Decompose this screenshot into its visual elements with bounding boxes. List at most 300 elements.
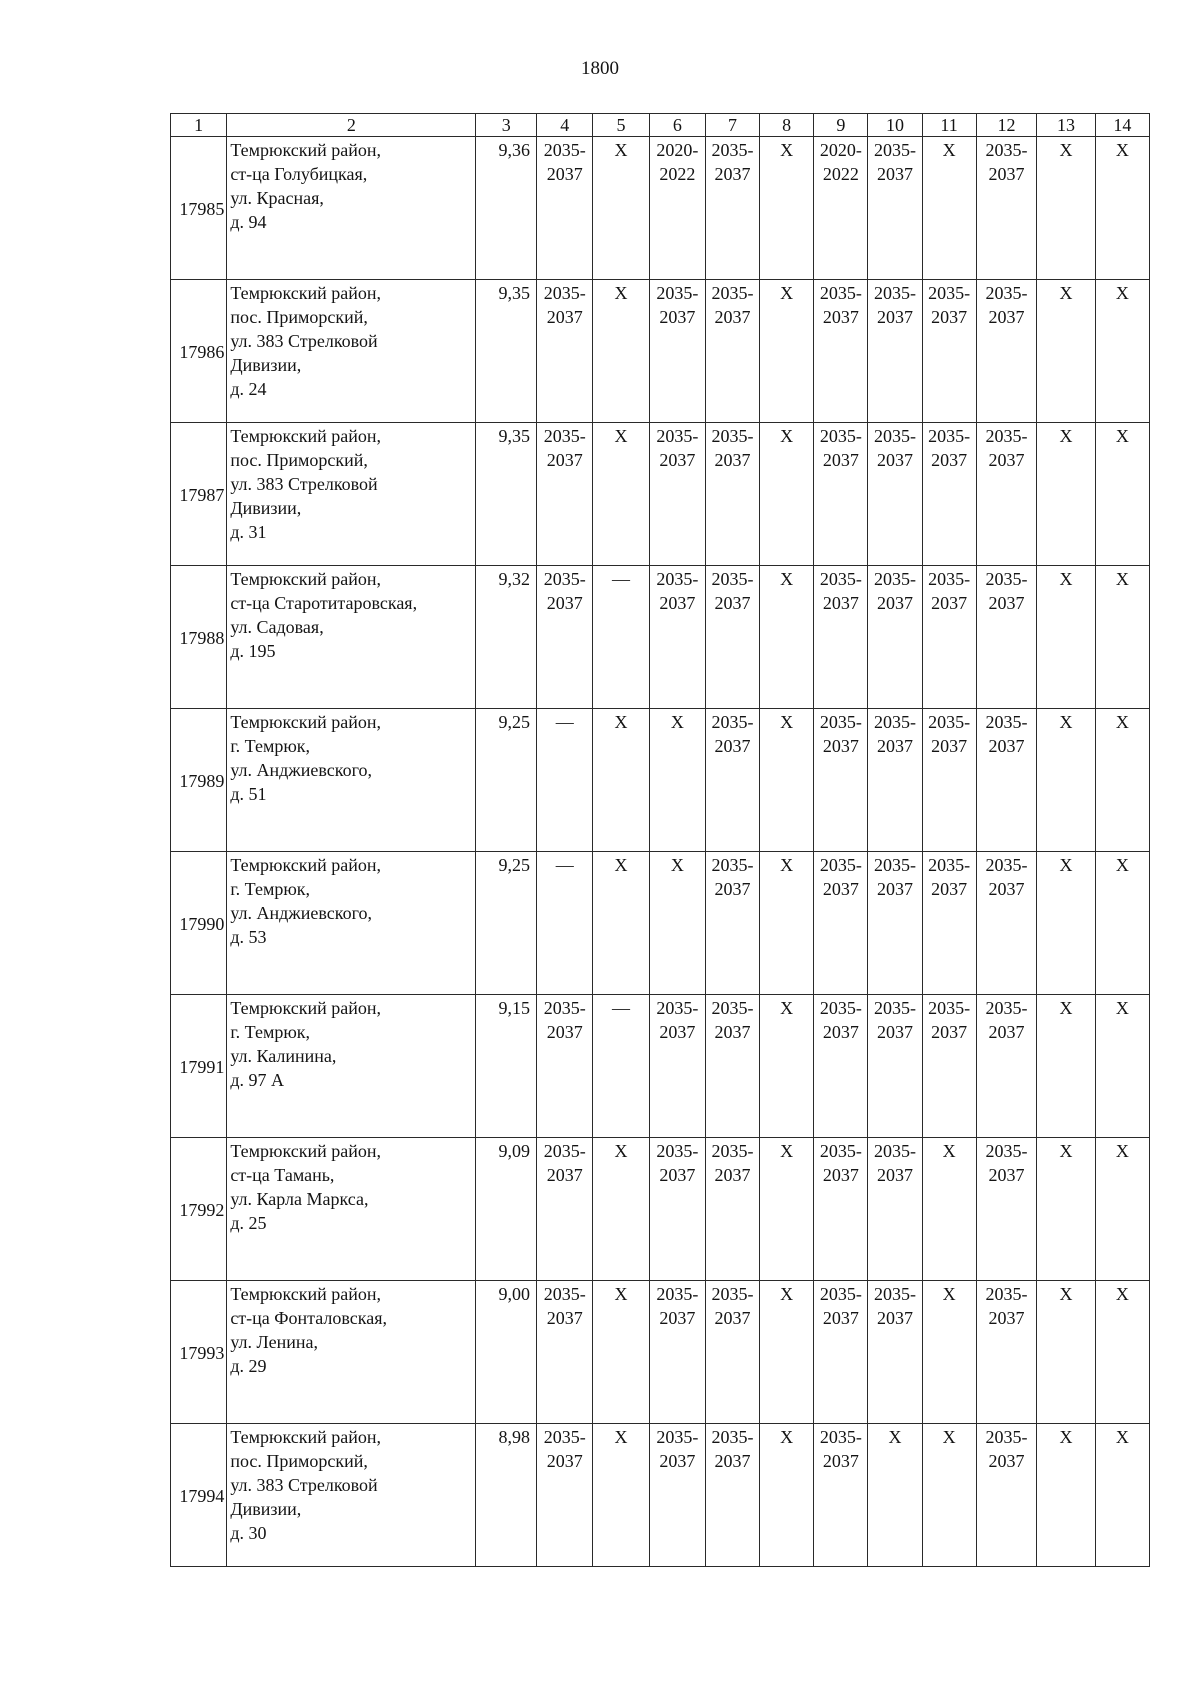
- period-cell-c8: [760, 566, 814, 709]
- address-line: д. 30: [230, 1523, 267, 1543]
- address-line: ул. Карла Маркса,: [230, 1189, 369, 1209]
- period-cell-c11: [922, 852, 976, 995]
- cell-line: 2035-: [711, 998, 754, 1018]
- period-cell-c7: [705, 423, 759, 566]
- period-cell-c10: [868, 1281, 922, 1424]
- address-line: ул. 383 Стрелковой: [230, 331, 378, 351]
- value-cell: 8,98: [476, 1424, 537, 1567]
- cell-line: 2035-: [985, 140, 1028, 160]
- cell-line: X: [1059, 1141, 1073, 1161]
- period-cell-c14: [1095, 852, 1149, 995]
- cell-line: 2035-: [873, 140, 916, 160]
- cell-line: 2037: [822, 879, 859, 899]
- address-line: Темрюкский район,: [230, 998, 382, 1018]
- address-line: д. 24: [230, 379, 267, 399]
- value-cell: 9,25: [476, 709, 537, 852]
- cell-line: 2035-: [543, 426, 586, 446]
- cell-line: 2037: [931, 1022, 968, 1042]
- table-row: [171, 709, 1150, 852]
- cell-line: 2035-: [985, 426, 1028, 446]
- address-line: д. 31: [230, 522, 267, 542]
- cell-line: 2035-: [711, 712, 754, 732]
- period-cell-c7: [705, 1281, 759, 1424]
- cell-line: 2037: [822, 307, 859, 327]
- cell-line: 2035-: [985, 283, 1028, 303]
- cell-line: X: [1059, 855, 1073, 875]
- cell-line: X: [614, 140, 628, 160]
- cell-line: 2035-: [985, 712, 1028, 732]
- address-cell: [227, 709, 476, 852]
- cell-line: 2035-: [656, 1141, 699, 1161]
- cell-line: X: [780, 1427, 794, 1447]
- column-header: 11: [922, 114, 976, 137]
- address-line: ул. Красная,: [230, 188, 324, 208]
- cell-line: 2035-: [819, 1141, 862, 1161]
- cell-line: 2037: [822, 1308, 859, 1328]
- address-line: д. 29: [230, 1356, 267, 1376]
- column-header: 14: [1095, 114, 1149, 137]
- cell-line: 2037: [876, 164, 913, 184]
- period-cell-c13: [1037, 852, 1095, 995]
- cell-line: 2035-: [819, 998, 862, 1018]
- address-line: пос. Приморский,: [230, 450, 368, 470]
- cell-line: X: [780, 140, 794, 160]
- address-line: г. Темрюк,: [230, 879, 311, 899]
- period-cell-c6: [649, 1138, 705, 1281]
- address-line: д. 97 А: [230, 1070, 284, 1090]
- period-cell-c4: [537, 1138, 593, 1281]
- period-cell-c10: [868, 423, 922, 566]
- period-cell-c4: [537, 566, 593, 709]
- cell-line: 2035-: [873, 283, 916, 303]
- cell-line: X: [780, 855, 794, 875]
- cell-line: 2035-: [711, 1427, 754, 1447]
- cell-line: 2035-: [543, 1427, 586, 1447]
- cell-line: 2037: [659, 1165, 696, 1185]
- cell-line: 2035-: [985, 1284, 1028, 1304]
- cell-line: 2037: [988, 307, 1025, 327]
- value-cell: 9,15: [476, 995, 537, 1138]
- record-id-cell: 17993: [171, 1281, 227, 1424]
- address-line: ул. Анджиевского,: [230, 760, 373, 780]
- address-cell: [227, 995, 476, 1138]
- period-cell-c5: [593, 423, 649, 566]
- cell-line: X: [1115, 1427, 1129, 1447]
- record-id-cell: 17992: [171, 1138, 227, 1281]
- cell-line: 2035-: [985, 855, 1028, 875]
- period-cell-c13: [1037, 566, 1095, 709]
- cell-line: 2035-: [543, 283, 586, 303]
- table-row: [171, 852, 1150, 995]
- cell-line: X: [1059, 712, 1073, 732]
- period-cell-c10: [868, 1138, 922, 1281]
- value-cell: 9,09: [476, 1138, 537, 1281]
- cell-line: 2035-: [819, 283, 862, 303]
- period-cell-c5: [593, 1281, 649, 1424]
- period-cell-c14: [1095, 709, 1149, 852]
- table-row: [171, 1138, 1150, 1281]
- address-line: ст-ца Фонталовская,: [230, 1308, 387, 1328]
- cell-line: —: [555, 855, 574, 875]
- period-cell-c11: [922, 566, 976, 709]
- period-cell-c5: [593, 566, 649, 709]
- cell-line: X: [942, 1141, 956, 1161]
- cell-line: 2037: [714, 164, 751, 184]
- cell-line: 2037: [546, 1165, 583, 1185]
- cell-line: 2035-: [873, 998, 916, 1018]
- cell-line: 2037: [822, 593, 859, 613]
- cell-line: X: [614, 1427, 628, 1447]
- period-cell-c9: [814, 423, 868, 566]
- period-cell-c13: [1037, 995, 1095, 1138]
- cell-line: X: [942, 1427, 956, 1447]
- period-cell-c7: [705, 280, 759, 423]
- address-line: ул. Садовая,: [230, 617, 324, 637]
- address-line: ст-ца Тамань,: [230, 1165, 335, 1185]
- cell-line: 2035-: [985, 998, 1028, 1018]
- record-id-cell: 17991: [171, 995, 227, 1138]
- address-line: Темрюкский район,: [230, 712, 382, 732]
- cell-line: 2037: [876, 593, 913, 613]
- address-line: д. 25: [230, 1213, 267, 1233]
- period-cell-c14: [1095, 995, 1149, 1138]
- cell-line: 2035-: [928, 283, 971, 303]
- period-cell-c8: [760, 995, 814, 1138]
- cell-line: 2037: [546, 1022, 583, 1042]
- cell-line: X: [942, 140, 956, 160]
- table-row: [171, 1281, 1150, 1424]
- address-line: Темрюкский район,: [230, 1284, 382, 1304]
- period-cell-c8: [760, 1424, 814, 1567]
- record-id-cell: 17989: [171, 709, 227, 852]
- address-line: ст-ца Старотитаровская,: [230, 593, 418, 613]
- cell-line: 2037: [931, 593, 968, 613]
- cell-line: 2035-: [819, 1427, 862, 1447]
- cell-line: X: [670, 855, 684, 875]
- cell-line: 2037: [988, 1022, 1025, 1042]
- cell-line: 2037: [988, 879, 1025, 899]
- period-cell-c10: [868, 137, 922, 280]
- address-line: ул. 383 Стрелковой: [230, 474, 378, 494]
- cell-line: X: [1115, 426, 1129, 446]
- address-line: Дивизии,: [230, 355, 302, 375]
- period-cell-c9: [814, 1281, 868, 1424]
- cell-line: X: [780, 1141, 794, 1161]
- address-line: пос. Приморский,: [230, 307, 368, 327]
- address-line: ул. Ленина,: [230, 1332, 318, 1352]
- cell-line: 2035-: [873, 1284, 916, 1304]
- cell-line: 2037: [659, 1308, 696, 1328]
- period-cell-c11: [922, 423, 976, 566]
- cell-line: 2035-: [985, 1427, 1028, 1447]
- cell-line: 2035-: [543, 998, 586, 1018]
- cell-line: 2037: [714, 736, 751, 756]
- cell-line: 2035-: [711, 855, 754, 875]
- address-line: Темрюкский район,: [230, 569, 382, 589]
- period-cell-c6: [649, 995, 705, 1138]
- cell-line: X: [1115, 569, 1129, 589]
- period-cell-c12: [976, 1424, 1037, 1567]
- cell-line: 2035-: [656, 1284, 699, 1304]
- cell-line: 2037: [988, 1451, 1025, 1471]
- period-cell-c12: [976, 1281, 1037, 1424]
- column-header: 12: [976, 114, 1037, 137]
- cell-line: X: [780, 426, 794, 446]
- data-table: [170, 113, 1150, 1567]
- cell-line: 2035-: [656, 998, 699, 1018]
- cell-line: 2035-: [711, 569, 754, 589]
- table-row: [171, 137, 1150, 280]
- cell-line: X: [614, 1284, 628, 1304]
- cell-line: X: [1059, 1427, 1073, 1447]
- period-cell-c13: [1037, 1281, 1095, 1424]
- column-header: 5: [593, 114, 649, 137]
- cell-line: 2035-: [928, 855, 971, 875]
- record-id-cell: 17985: [171, 137, 227, 280]
- address-line: Дивизии,: [230, 498, 302, 518]
- cell-line: 2037: [931, 450, 968, 470]
- cell-line: X: [1115, 1284, 1129, 1304]
- address-line: д. 195: [230, 641, 276, 661]
- cell-line: 2037: [546, 593, 583, 613]
- cell-line: 2035-: [543, 569, 586, 589]
- table-row: [171, 423, 1150, 566]
- cell-line: X: [1059, 283, 1073, 303]
- period-cell-c5: [593, 137, 649, 280]
- period-cell-c10: [868, 1424, 922, 1567]
- period-cell-c4: [537, 852, 593, 995]
- cell-line: 2037: [931, 879, 968, 899]
- period-cell-c4: [537, 709, 593, 852]
- period-cell-c7: [705, 1138, 759, 1281]
- period-cell-c10: [868, 566, 922, 709]
- period-cell-c6: [649, 1424, 705, 1567]
- period-cell-c7: [705, 709, 759, 852]
- address-line: Темрюкский район,: [230, 426, 382, 446]
- address-line: ст-ца Голубицкая,: [230, 164, 368, 184]
- period-cell-c12: [976, 137, 1037, 280]
- cell-line: X: [942, 1284, 956, 1304]
- cell-line: 2022: [659, 164, 696, 184]
- period-cell-c5: [593, 852, 649, 995]
- period-cell-c8: [760, 137, 814, 280]
- cell-line: 2037: [546, 1308, 583, 1328]
- cell-line: X: [614, 283, 628, 303]
- cell-line: 2037: [714, 450, 751, 470]
- period-cell-c11: [922, 280, 976, 423]
- cell-line: 2035-: [819, 712, 862, 732]
- period-cell-c9: [814, 709, 868, 852]
- period-cell-c12: [976, 423, 1037, 566]
- column-header: 10: [868, 114, 922, 137]
- value-cell: 9,25: [476, 852, 537, 995]
- cell-line: 2035-: [873, 569, 916, 589]
- cell-line: X: [780, 998, 794, 1018]
- cell-line: 2037: [659, 1451, 696, 1471]
- period-cell-c13: [1037, 709, 1095, 852]
- period-cell-c4: [537, 280, 593, 423]
- cell-line: X: [1059, 140, 1073, 160]
- cell-line: 2035-: [928, 712, 971, 732]
- period-cell-c11: [922, 1138, 976, 1281]
- cell-line: 2037: [988, 736, 1025, 756]
- column-header: 1: [171, 114, 227, 137]
- table-body: [171, 137, 1150, 1567]
- period-cell-c7: [705, 1424, 759, 1567]
- period-cell-c8: [760, 709, 814, 852]
- cell-line: X: [1115, 998, 1129, 1018]
- period-cell-c4: [537, 423, 593, 566]
- cell-line: —: [612, 569, 630, 589]
- cell-line: 2037: [546, 1451, 583, 1471]
- cell-line: X: [1059, 426, 1073, 446]
- cell-line: 2035-: [543, 1284, 586, 1304]
- cell-line: 2037: [546, 307, 583, 327]
- cell-line: 2022: [822, 164, 859, 184]
- column-header: 6: [649, 114, 705, 137]
- period-cell-c11: [922, 1424, 976, 1567]
- period-cell-c6: [649, 280, 705, 423]
- cell-line: 2037: [659, 450, 696, 470]
- cell-line: 2035-: [819, 1284, 862, 1304]
- address-cell: [227, 566, 476, 709]
- table-row: [171, 280, 1150, 423]
- cell-line: 2037: [659, 593, 696, 613]
- period-cell-c9: [814, 1424, 868, 1567]
- period-cell-c8: [760, 423, 814, 566]
- cell-line: X: [780, 569, 794, 589]
- cell-line: 2035-: [711, 426, 754, 446]
- cell-line: 2037: [714, 1165, 751, 1185]
- address-cell: [227, 423, 476, 566]
- cell-line: 2037: [876, 736, 913, 756]
- period-cell-c14: [1095, 1138, 1149, 1281]
- cell-line: 2035-: [819, 569, 862, 589]
- address-cell: [227, 1281, 476, 1424]
- period-cell-c9: [814, 852, 868, 995]
- period-cell-c11: [922, 137, 976, 280]
- value-cell: 9,35: [476, 280, 537, 423]
- cell-line: 2037: [822, 1165, 859, 1185]
- address-line: д. 51: [230, 784, 267, 804]
- record-id-cell: 17988: [171, 566, 227, 709]
- cell-line: 2037: [822, 1451, 859, 1471]
- period-cell-c8: [760, 852, 814, 995]
- address-cell: [227, 280, 476, 423]
- table-row: [171, 1424, 1150, 1567]
- cell-line: 2035-: [985, 569, 1028, 589]
- cell-line: 2037: [876, 1022, 913, 1042]
- address-line: г. Темрюк,: [230, 1022, 311, 1042]
- period-cell-c10: [868, 852, 922, 995]
- record-id-cell: 17987: [171, 423, 227, 566]
- period-cell-c13: [1037, 280, 1095, 423]
- address-line: пос. Приморский,: [230, 1451, 368, 1471]
- period-cell-c11: [922, 995, 976, 1138]
- cell-line: 2035-: [711, 140, 754, 160]
- period-cell-c6: [649, 709, 705, 852]
- cell-line: 2020-: [656, 140, 699, 160]
- cell-line: 2037: [714, 1451, 751, 1471]
- period-cell-c11: [922, 1281, 976, 1424]
- cell-line: X: [1115, 1141, 1129, 1161]
- table-row: [171, 995, 1150, 1138]
- cell-line: 2037: [988, 450, 1025, 470]
- column-header: 2: [227, 114, 476, 137]
- address-line: Темрюкский район,: [230, 1141, 382, 1161]
- period-cell-c13: [1037, 1424, 1095, 1567]
- address-line: Темрюкский район,: [230, 283, 382, 303]
- record-id-cell: 17994: [171, 1424, 227, 1567]
- cell-line: 2035-: [819, 426, 862, 446]
- address-cell: [227, 852, 476, 995]
- period-cell-c6: [649, 1281, 705, 1424]
- cell-line: X: [614, 426, 628, 446]
- cell-line: 2037: [714, 1308, 751, 1328]
- cell-line: 2020-: [819, 140, 862, 160]
- cell-line: X: [1115, 712, 1129, 732]
- address-line: д. 94: [230, 212, 267, 232]
- period-cell-c4: [537, 995, 593, 1138]
- cell-line: 2037: [988, 164, 1025, 184]
- cell-line: 2035-: [656, 1427, 699, 1447]
- cell-line: X: [888, 1427, 902, 1447]
- cell-line: 2037: [546, 450, 583, 470]
- period-cell-c9: [814, 995, 868, 1138]
- address-line: ул. Анджиевского,: [230, 903, 373, 923]
- column-header: 9: [814, 114, 868, 137]
- cell-line: 2035-: [928, 569, 971, 589]
- page-number: 1800: [581, 58, 619, 79]
- period-cell-c12: [976, 995, 1037, 1138]
- cell-line: 2035-: [543, 1141, 586, 1161]
- cell-line: 2037: [659, 1022, 696, 1042]
- cell-line: 2037: [714, 879, 751, 899]
- period-cell-c5: [593, 709, 649, 852]
- cell-line: 2037: [988, 1165, 1025, 1185]
- period-cell-c4: [537, 1281, 593, 1424]
- cell-line: 2037: [714, 1022, 751, 1042]
- cell-line: X: [614, 855, 628, 875]
- period-cell-c12: [976, 852, 1037, 995]
- column-header: 3: [476, 114, 537, 137]
- cell-line: X: [1059, 1284, 1073, 1304]
- column-header: 4: [537, 114, 593, 137]
- period-cell-c14: [1095, 1281, 1149, 1424]
- cell-line: X: [780, 1284, 794, 1304]
- period-cell-c9: [814, 137, 868, 280]
- period-cell-c13: [1037, 423, 1095, 566]
- cell-line: 2035-: [711, 1284, 754, 1304]
- column-header: 7: [705, 114, 759, 137]
- period-cell-c14: [1095, 280, 1149, 423]
- cell-line: X: [614, 1141, 628, 1161]
- cell-line: 2035-: [656, 426, 699, 446]
- period-cell-c7: [705, 995, 759, 1138]
- cell-line: 2037: [714, 307, 751, 327]
- period-cell-c4: [537, 1424, 593, 1567]
- cell-line: X: [1115, 283, 1129, 303]
- period-cell-c14: [1095, 566, 1149, 709]
- period-cell-c6: [649, 137, 705, 280]
- record-id-cell: 17986: [171, 280, 227, 423]
- cell-line: 2035-: [928, 998, 971, 1018]
- period-cell-c14: [1095, 423, 1149, 566]
- address-line: ул. 383 Стрелковой: [230, 1475, 378, 1495]
- period-cell-c8: [760, 280, 814, 423]
- cell-line: 2037: [876, 307, 913, 327]
- period-cell-c12: [976, 566, 1037, 709]
